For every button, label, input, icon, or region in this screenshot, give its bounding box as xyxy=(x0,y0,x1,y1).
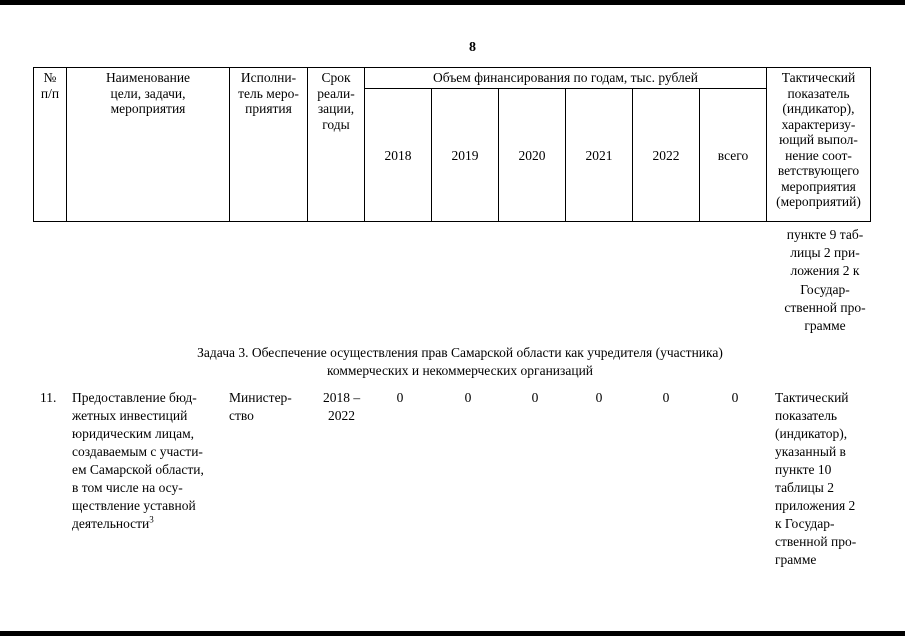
scan-bottom-border xyxy=(0,631,905,636)
header-year: 2022 xyxy=(633,89,700,222)
row-number: 11. xyxy=(40,390,57,405)
header-year: 2018 xyxy=(365,89,432,222)
header-term: Срок реали- зации, годы xyxy=(308,68,365,222)
header-year: 2019 xyxy=(432,89,499,222)
row-name: Предоставление бюд- жетных инвестиций юридическим лицам, создаваемым с участи- ем Самарской области, в том числе на осу- ществление уставной деятельности$^3$ xyxy=(72,390,204,531)
row-indicator: Тактический показатель (индикатор), указанный в пункте 10 таблицы 2 приложения 2 к Государ- ственной про- грамме xyxy=(775,390,857,567)
task-heading: Задача 3. Обеспечение осуществления прав Самарской области как учредителя (участника) коммерческих и некоммерческих организаций xyxy=(197,345,723,378)
header-num: № п/п xyxy=(34,68,67,222)
value-total: 0 xyxy=(731,390,739,405)
page-number: 8 xyxy=(469,40,476,55)
header-year: 2021 xyxy=(566,89,633,222)
header-financing: Объем финансирования по годам, тыс. рублей xyxy=(365,68,767,89)
row-term: 2018 – 2022 xyxy=(322,390,361,423)
footnote-marker: 3 xyxy=(149,514,154,525)
value-2019: 0 xyxy=(464,390,472,405)
table-header xyxy=(33,67,871,222)
row-executor: Министер- ство xyxy=(229,390,292,423)
scan-top-border xyxy=(0,0,905,5)
header-year: 2020 xyxy=(499,89,566,222)
value-2018: 0 xyxy=(396,390,404,405)
value-2020: 0 xyxy=(531,390,539,405)
indicator-continuation: пункте 9 таб- лицы 2 при- ложения 2 к Государ- ственной про- грамме xyxy=(784,227,866,334)
header-total: всего xyxy=(700,89,767,222)
value-2022: 0 xyxy=(662,390,670,405)
header-indicator: Тактический показатель (индикатор), характеризу- ющий выпол- нение соот- ветствующего мероприятия (мероприятий) xyxy=(767,68,871,222)
header-name: Наименование цели, задачи, мероприятия xyxy=(67,68,230,222)
header-executor: Исполни- тель меро- приятия xyxy=(230,68,308,222)
value-2021: 0 xyxy=(595,390,603,405)
